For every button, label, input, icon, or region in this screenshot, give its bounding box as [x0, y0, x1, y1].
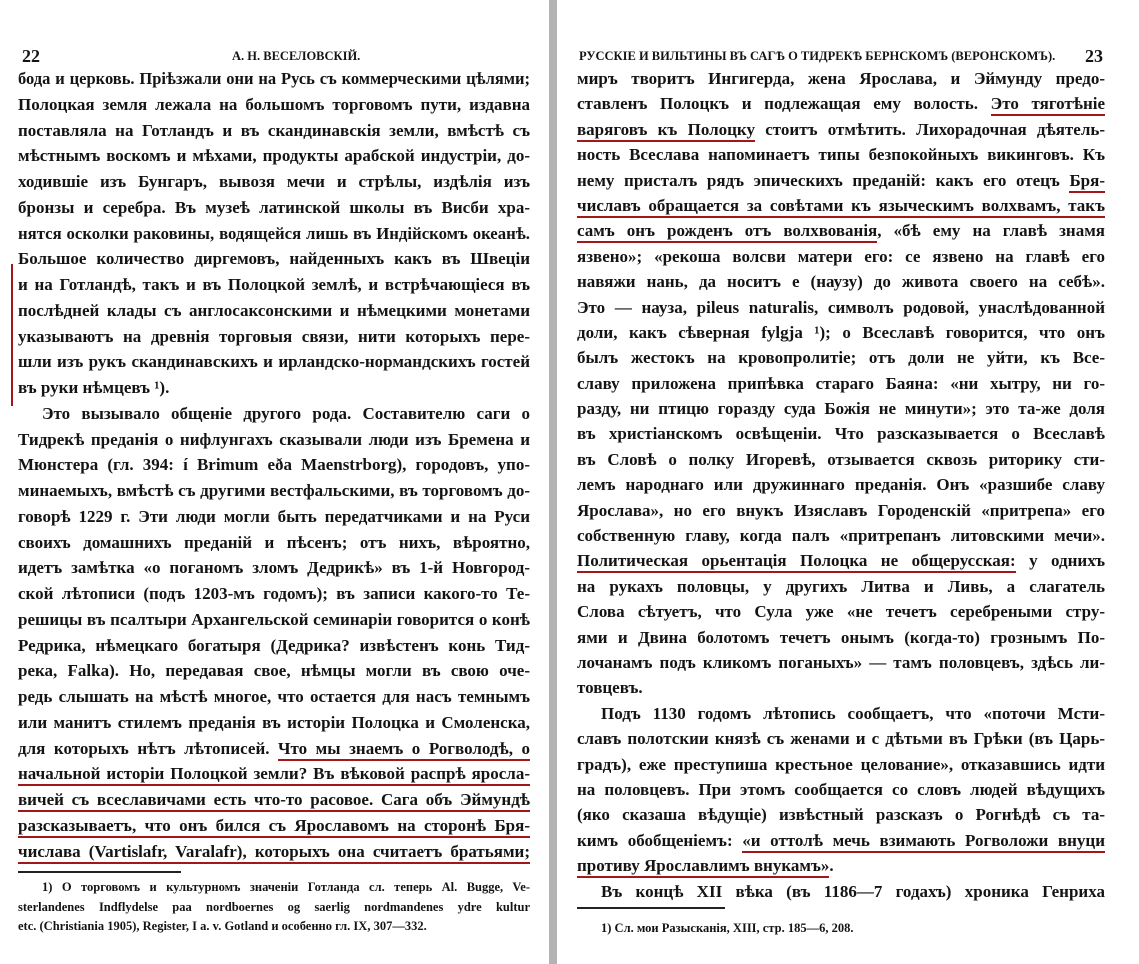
text-line: [577, 650, 1105, 675]
footnote-rule: [18, 871, 181, 873]
text-segment: минаемыхъ, вмѣстѣ съ другими вестфальскими, въ торговомъ до-: [18, 481, 530, 500]
text-line: [18, 736, 530, 762]
text-segment: ность Всеслава напоминаетъ типы безпокойныхъ викинговъ. Къ: [577, 145, 1105, 165]
underlined-highlight: разсказываетъ, что онъ бился съ Ярославомъ на сторонѣ Бря-: [18, 816, 530, 838]
text-line: [577, 853, 1105, 878]
text-segment: 1) Сл. мои Разысканія, XIII, стр. 185—6, 208.: [601, 921, 854, 935]
text-segment: въ христіанскомъ освѣщеніи. Что разсказывается о Всеславѣ: [577, 424, 1105, 444]
text-segment: бода и церковь. Пріѣзжали они на Русь съ коммерческими цѣлями;: [18, 69, 530, 88]
body-text: [18, 66, 530, 864]
text-segment: собственную главу, когда палъ «притрепанъ литовскими мечи».: [577, 526, 1105, 546]
text-line: [577, 828, 1105, 853]
text-line: [18, 92, 530, 118]
underlined-highlight: Политическая орьентація Полоцка не общерусская:: [577, 551, 1016, 573]
text-segment: Это вызывало общеніе другого рода. Составителю саги о: [42, 403, 530, 423]
underlined-highlight: самъ онъ рожденъ отъ волхвованія: [577, 221, 877, 243]
underlined-highlight: вичей съ всеславичами есть что-то расовое. Сага объ Эймундѣ: [18, 790, 530, 812]
text-line: [18, 530, 530, 556]
text-segment: 1) О торговомъ и культурномъ значеніи Готланда сл. теперь Al. Bugge, Ve-: [42, 880, 530, 894]
text-segment: или манитъ стилемъ преданія въ исторіи Полоцка и Смоленска,: [18, 712, 530, 732]
text-segment: решицы въ псалтыри Архангельской семинаріи говорится о конѣ: [18, 609, 530, 629]
text-segment: sterlandenes Indflydelse paa nordboernes og saerlig nordmandenes ydre kultur: [18, 899, 530, 914]
text-line: [18, 195, 530, 221]
underlined-highlight: Бря-: [1069, 171, 1105, 193]
text-line: [18, 813, 530, 839]
text-line: [18, 658, 530, 684]
running-head: А. Н. ВЕСЕЛОВСКІЙ.: [232, 49, 361, 63]
underlined-highlight: варяговъ къ Полоцку: [577, 120, 755, 142]
text-segment: ставленъ Полоцкъ и подлежащая ему волость.: [577, 94, 991, 114]
text-line: [577, 168, 1105, 193]
text-line: [577, 574, 1105, 599]
text-segment: шли изъ рукъ скандинавскихъ и ирландско-нормандскихъ гостей: [18, 352, 530, 372]
text-line: [577, 447, 1105, 472]
text-segment: мѣстнымъ воскомъ и мѣхами, продукты арабской индустріи, до-: [18, 146, 530, 166]
text-segment: лемъ народнаго или дружиннаго преданія. Онъ «разшибе славу: [577, 475, 1105, 495]
margin-annotation-line: [11, 264, 13, 406]
text-line: [577, 701, 1105, 726]
text-line: [18, 143, 530, 169]
text-line: [18, 118, 530, 144]
text-segment: река, Falka). Но, передавая свое, нѣмцы могли въ свою оче-: [18, 661, 530, 681]
text-line: [18, 581, 530, 607]
text-line: [577, 752, 1105, 777]
text-segment: (яко сказаша вѣдущіе) извѣстный разсказъ о Рогнѣдѣ съ та-: [577, 805, 1105, 825]
text-segment: Подъ 1130 годомъ лѣтопись сообщаетъ, что «поточи Мсти-: [601, 703, 1105, 723]
text-line: [18, 761, 530, 787]
text-segment: стоитъ отмѣтить. Лихорадочная дѣятель-: [755, 119, 1105, 139]
text-segment: Въ концѣ XII вѣка (въ 1186—7 годахъ) хроника Генриха: [601, 881, 1105, 901]
underlined-highlight: начальной исторіи Полоцкой земли? Въ вѣковой распрѣ яросла-: [18, 764, 530, 786]
footnote: [18, 878, 530, 937]
text-segment: для которыхъ нѣтъ лѣтописей.: [18, 738, 279, 758]
text-line: [18, 169, 530, 195]
text-line: [577, 802, 1105, 827]
text-line: [577, 66, 1105, 91]
text-segment: разду, ни птицю горазду суда Божія не минути»; это та-же доля: [577, 399, 1105, 419]
text-line: [18, 298, 530, 324]
text-line: [577, 675, 1105, 700]
text-segment: славу приложена припѣвка стараго Баяна: «ни хытру, ни го-: [577, 373, 1105, 393]
text-line: [577, 371, 1105, 396]
text-line: [577, 726, 1105, 751]
text-line: [577, 117, 1105, 142]
text-line: [577, 193, 1105, 218]
text-line: [577, 142, 1105, 167]
text-segment: и на Готландѣ, такъ и въ Полоцкой землѣ, и встрѣчающіеся въ: [18, 275, 530, 294]
underlined-highlight: противу Ярославлимъ внукамъ»: [577, 856, 829, 878]
footnote: [577, 916, 1105, 941]
text-segment: лочанамъ подъ кликомъ поганыхъ» — тамъ половцевъ, здѣсь ли-: [577, 652, 1105, 672]
text-segment: поставляла на Готландъ и въ скандинавскія земли, вмѣстѣ съ: [18, 120, 530, 140]
text-line: [577, 599, 1105, 624]
text-segment: миръ творитъ Ингигерда, жена Ярослава, и Эймунду предо-: [577, 69, 1105, 88]
text-line: [18, 272, 530, 298]
text-segment: Тидрекѣ преданія о нифлунгахъ сказывали люди изъ Бремена и: [18, 429, 530, 449]
text-line: [18, 221, 530, 247]
text-segment: градъ), еже преступиша крестьное целование», отказавшись идти: [577, 754, 1105, 774]
text-segment: бронзы и серебра. Въ музеѣ латинской школы въ Висби хра-: [18, 197, 530, 217]
text-segment: указываютъ на древнія торговыя связи, нити которыхъ пере-: [18, 326, 530, 346]
text-line: [577, 879, 1105, 904]
text-line: [577, 777, 1105, 802]
text-segment: , «бѣ ему на главѣ знамя: [877, 221, 1105, 241]
underlined-highlight: «и оттолѣ мечь взимають Рогволожи внуци: [742, 831, 1105, 853]
text-segment: ями и Двина болотомъ течетъ онымъ (когда-то) грознымъ По-: [577, 627, 1105, 647]
text-segment: редь слышать на мѣстѣ многое, что остается для насъ темнымъ: [18, 687, 530, 706]
text-line: [18, 427, 530, 453]
text-line: [18, 246, 530, 272]
text-segment: кимъ обобщеніемъ:: [577, 830, 743, 850]
text-line: [18, 607, 530, 633]
text-line: [18, 504, 530, 530]
text-segment: нему присталъ рядъ эпическихъ преданій: какъ его отецъ: [577, 170, 1070, 190]
text-segment: идетъ замѣтка «о поганомъ зломъ Дедрикѣ» въ 1-й Новгород-: [18, 558, 530, 578]
text-line: [577, 345, 1105, 370]
underlined-highlight: числавъ обращается за совѣтами къ языческимъ волхвамъ, такъ: [577, 196, 1105, 218]
underlined-highlight: Это тяготѣніе: [991, 94, 1105, 116]
text-segment: въ Словѣ о полку Игоревѣ, отзывается сквозь риторику сти-: [577, 449, 1105, 469]
text-line: [577, 523, 1105, 548]
text-segment: Это — науза, pileus naturalis, символъ родовой, унаслѣдованной: [577, 297, 1105, 317]
text-segment: Большое количество диргемовъ, найденныхъ какъ въ Швеціи: [18, 249, 530, 269]
text-line: [18, 478, 530, 504]
text-line: [18, 917, 530, 937]
text-segment: послѣдней клады съ англосаксонскими и нѣмецкими монетами: [18, 300, 530, 320]
text-line: [18, 401, 530, 427]
text-line: [577, 472, 1105, 497]
text-line: [18, 684, 530, 710]
text-line: [18, 898, 530, 918]
text-segment: былъ жестокъ на кровопролитіе; отъ доли не уйти, къ Все-: [577, 348, 1105, 368]
text-line: [577, 218, 1105, 243]
text-segment: Редрика, нѣмецкаго богатыря (Дедрика? извѣстенъ конь Тид-: [18, 635, 530, 655]
text-segment: etc. (Christiania 1905), Register, I a. v. Gotland и особенно гл. IX, 307—332.: [18, 919, 427, 933]
text-line: [18, 324, 530, 350]
text-line: [577, 295, 1105, 320]
text-segment: язвено»; «рекоша волсви матери его: се язвено на главѣ его: [577, 246, 1105, 266]
text-line: [577, 548, 1105, 573]
left-page: [0, 0, 549, 964]
text-line: [577, 269, 1105, 294]
running-head: РУССКІЕ И ВИЛЬТИНЫ ВЪ САГѢ О ТИДРЕКѢ БЕРНСКОМЪ (ВЕРОНСКОМЪ).: [579, 49, 1056, 63]
text-segment: славъ полотскии князѣ съ женами и с дѣтьми въ Грѣки (въ Царь-: [577, 729, 1105, 749]
text-segment: Ярослава», но его внукъ Изяславъ Городенскій «притрепа» его: [577, 500, 1105, 520]
text-line: [18, 839, 530, 865]
text-line: [18, 349, 530, 375]
text-segment: навяжи нань, да носитъ е (наузу) до живота своего на себѣ».: [577, 272, 1105, 292]
text-line: [577, 916, 1105, 941]
text-segment: ходившіе изъ Бунгаръ, вывозя мечи и стрѣлы, издѣлія изъ: [18, 172, 530, 191]
page-number: 22: [22, 46, 40, 66]
text-segment: Слова сѣтуетъ, что Сула уже «не течетъ серебреными стру-: [577, 602, 1105, 622]
right-page: [557, 0, 1139, 964]
text-line: [18, 787, 530, 813]
text-line: [577, 421, 1105, 446]
text-segment: Полоцкая земля лежала на большомъ торговомъ пути, издавна: [18, 94, 530, 114]
text-segment: Мюнстера (гл. 394: í Brimum eða Maenstrborg), городовъ, упо-: [18, 455, 530, 475]
text-line: [577, 244, 1105, 269]
text-segment: на половцевъ. При этомъ сообщается со словъ людей вѣдущихъ: [577, 779, 1105, 799]
text-segment: нятся осколки раковины, водящейся лишь въ Индійскомъ океанѣ.: [18, 223, 530, 243]
text-line: [18, 66, 530, 92]
footnote-rule: [577, 907, 725, 909]
text-line: [18, 452, 530, 478]
page-gutter: [549, 0, 557, 964]
text-line: [18, 878, 530, 898]
text-segment: товцевъ.: [577, 678, 643, 698]
text-line: [577, 91, 1105, 116]
text-line: [18, 633, 530, 659]
underlined-highlight: Что мы знаемъ о Рогволодѣ, о: [278, 739, 530, 761]
text-line: [18, 710, 530, 736]
underlined-highlight: числава (Vartislafr, Varalafr), которыхъ она считаетъ братьями;: [18, 842, 530, 864]
text-line: [577, 625, 1105, 650]
text-line: [577, 320, 1105, 345]
text-segment: на рукахъ половцы, у другихъ Литва и Ливь, а слагатель: [577, 576, 1105, 596]
text-segment: ской лѣтописи (подъ 1203-мъ годомъ); въ записи какого-то Те-: [18, 584, 530, 603]
body-text: [577, 66, 1105, 904]
page-number: 23: [1085, 46, 1103, 66]
text-line: [577, 498, 1105, 523]
text-segment: .: [829, 856, 834, 876]
text-segment: въ руки нѣмцевъ ¹).: [18, 378, 170, 397]
text-segment: говорѣ 1229 г. Эти люди могли быть передатчиками и на Руси: [18, 506, 530, 526]
text-line: [18, 555, 530, 581]
text-line: [18, 375, 530, 401]
text-line: [577, 396, 1105, 421]
text-segment: своихъ домашнихъ преданій и пѣсенъ; отъ нихъ, вѣроятно,: [18, 532, 530, 552]
text-segment: доли, какъ сѣверная fylgja ¹); о Всеславѣ говорится, что онъ: [577, 322, 1105, 342]
text-segment: у однихъ: [1015, 551, 1105, 571]
